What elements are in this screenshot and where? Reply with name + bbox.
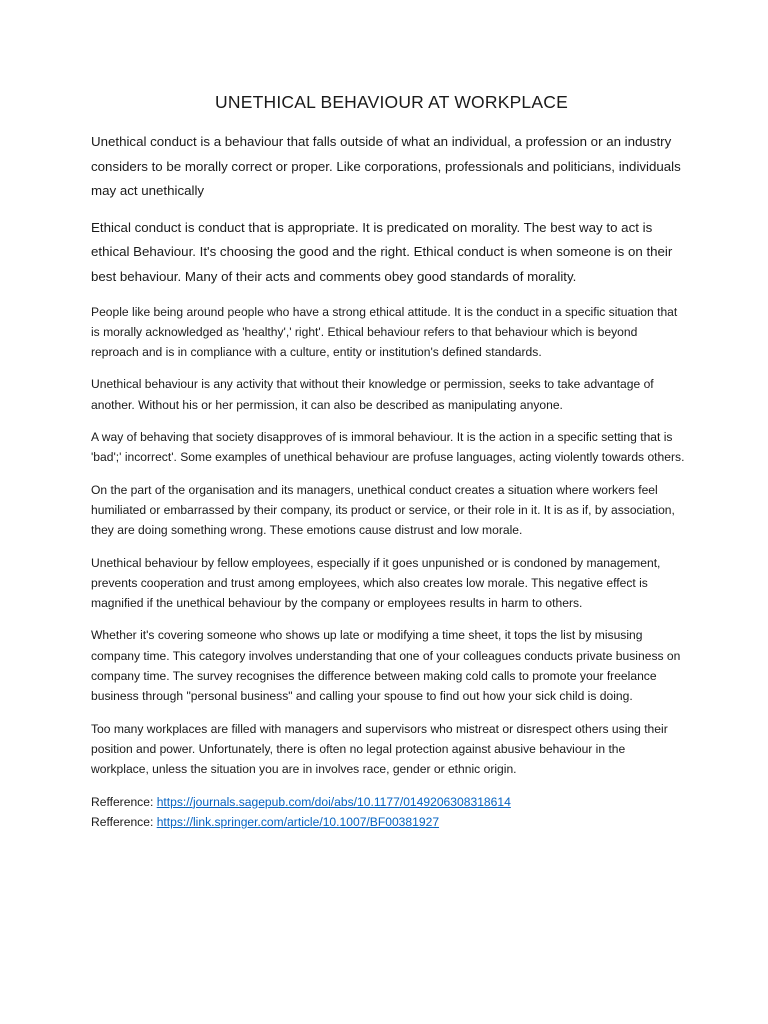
reference-label: Refference:	[91, 814, 154, 829]
paragraph-fellow-employees: Unethical behaviour by fellow employees, especially if it goes unpunished or is condoned by management, prevents cooperation and trust among employees, which also creates low morale. This negative effect is magnified if the unethical behaviour by the company or employees results in harm to others.	[91, 555, 661, 611]
paragraph-ethical-attitude: People like being around people who have a strong ethical attitude. It is the conduct in a specific situation that is morally acknowledged as 'healthy',' right'. Ethical behaviour refers to that behaviour which is beyond reproach and is in compliance with a culture, entity or institution's defined standards.	[91, 304, 678, 360]
paragraph-immoral-behaviour: A way of behaving that society disapproves of is immoral behaviour. It is the action in a specific setting that is 'bad';' incorrect'. Some examples of unethical behaviour are profuse languages, acting violently towards others.	[91, 430, 685, 465]
paragraph-ethical-definition: Ethical conduct is conduct that is appropriate. It is predicated on morality. The best way to act is ethical Behaviour. It's choosing the good and the right. Ethical conduct is when someone is on their best behaviour. Many of their acts and comments obey good standards of morality.	[91, 219, 673, 284]
paragraph-unethical-definition: Unethical conduct is a behaviour that falls outside of what an individual, a profession or an industry considers to be morally correct or proper. Like corporations, professionals and politicians, individuals may act unethically	[91, 134, 681, 199]
reference-label: Refference:	[91, 794, 154, 809]
reference-link-sagepub[interactable]: https://journals.sagepub.com/doi/abs/10.1177/0149206308318614	[156, 794, 511, 809]
paragraph-abusive-behaviour: Too many workplaces are filled with managers and supervisors who mistreat or disrespect others using their position and power. Unfortunately, there is often no legal protection against abusive behaviour in the workplace, unless the situation you are in involves race, gender or ethnic origin.	[91, 721, 668, 777]
document-title: UNETHICAL BEHAVIOUR AT WORKPLACE	[215, 92, 568, 112]
paragraph-organisation-conduct: On the part of the organisation and its managers, unethical conduct creates a situation where workers feel humiliated or embarrassed by their company, its product or service, or their role in it. It is as if, by association, they are doing something wrong. These emotions cause distrust and low morale.	[91, 482, 675, 538]
paragraph-unethical-activity: Unethical behaviour is any activity that without their knowledge or permission, seeks to take advantage of another. Without his or her permission, it can also be described as manipulating anyone.	[91, 377, 654, 412]
reference-item	[91, 792, 686, 812]
paragraph-company-time: Whether it's covering someone who shows up late or modifying a time sheet, it tops the list by misusing company time. This category involves understanding that one of your colleagues conducts private business on company time. The survey recognises the difference between making cold calls to promote your freelance business through "personal business" and calling your spouse to find out how your sick child is doing.	[91, 628, 681, 704]
references-list	[91, 792, 686, 832]
reference-link-springer[interactable]: https://link.springer.com/article/10.1007/BF00381927	[156, 814, 440, 829]
reference-item	[91, 812, 686, 832]
